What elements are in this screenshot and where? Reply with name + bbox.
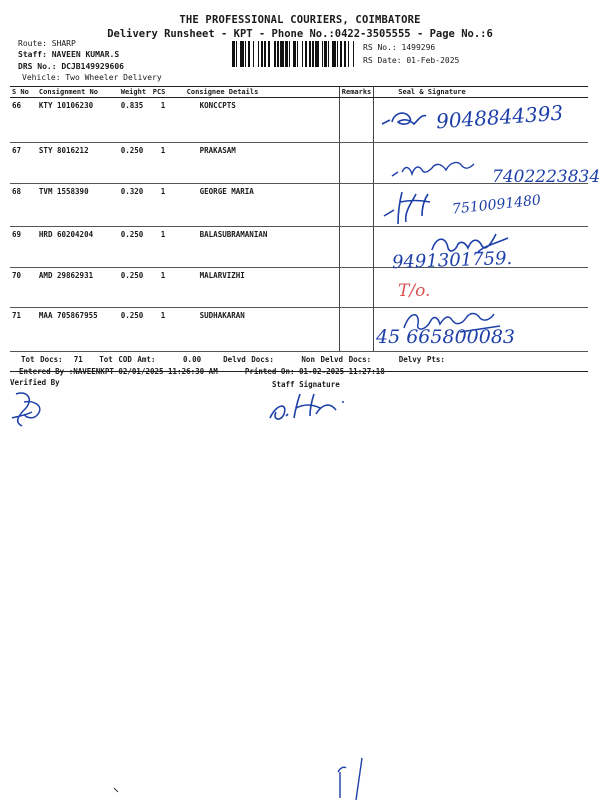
cell-remarks	[339, 184, 374, 227]
cell-consignment: STY 8016212	[37, 143, 119, 184]
cell-consignment: TVM 1558390	[37, 184, 119, 227]
cell-consignment: MAA 705867955	[37, 308, 119, 352]
signature-row-66	[378, 106, 438, 136]
cell-remarks	[339, 268, 374, 308]
cell-consignee: SUDHAKARAN	[185, 308, 340, 352]
rs-date: RS Date: 01-Feb-2025	[363, 56, 460, 65]
drs-label: DRS No.:	[18, 62, 57, 71]
vehicle-label: Vehicle: Two Wheeler Delivery	[22, 73, 162, 82]
cell-consignment: HRD 60204204	[37, 227, 119, 268]
drs-value: DCJB149929606	[61, 62, 124, 71]
cell-sno: 66	[10, 98, 37, 143]
phone-row-66: 9048844393	[435, 100, 564, 134]
staff-line	[18, 50, 119, 59]
phone-row-67: 7402223834	[492, 167, 600, 187]
col-pcs: PCS	[151, 87, 185, 98]
total-cod: Tot COD Amt: 0.00	[99, 355, 202, 364]
footer-divider	[10, 371, 588, 372]
phone-row-69: 9491301759.	[391, 247, 513, 274]
cell-weight: 0.320	[119, 184, 151, 227]
cell-consignment: AMD 29862931	[37, 268, 119, 308]
printed-on: Printed On: 01-02-2025 11:27:18	[244, 367, 385, 376]
cell-sno: 69	[10, 227, 37, 268]
total-docs: Tot Docs: 71	[21, 355, 83, 364]
rs-number: RS No.: 1499296	[363, 43, 436, 52]
cell-sno: 67	[10, 143, 37, 184]
table-row	[10, 268, 588, 308]
cell-consignee: GEORGE MARIA	[185, 184, 340, 227]
cell-pcs: 1	[151, 227, 185, 268]
signature-row-67	[390, 156, 500, 186]
staff-value: NAVEEN KUMAR.S	[51, 50, 120, 59]
delivered-docs: Delvd Docs:	[223, 355, 274, 364]
col-consignee: Consignee Details	[185, 87, 340, 98]
cell-sno: 70	[10, 268, 37, 308]
cell-pcs: 1	[151, 308, 185, 352]
cell-sno: 71	[10, 308, 37, 352]
runsheet-subtitle: Delivery Runsheet - KPT - Phone No.:0422-3505555 - Page No.:6	[107, 28, 493, 40]
cell-consignee: KONCCPTS	[185, 98, 340, 143]
col-weight: Weight	[119, 87, 151, 98]
col-sno: S No	[10, 87, 37, 98]
cell-weight: 0.250	[119, 308, 151, 352]
entered-by: Entered By :NAVEENKPT 02/01/2025 11:26:30 AM	[19, 367, 218, 376]
cell-sno: 68	[10, 184, 37, 227]
cell-consignee: BALASUBRAMANIAN	[185, 227, 340, 268]
cell-pcs: 1	[151, 143, 185, 184]
cell-weight: 0.835	[119, 98, 151, 143]
drs-line	[18, 62, 124, 71]
staff-signature-label: Staff Signature	[272, 380, 340, 389]
cell-weight: 0.250	[119, 227, 151, 268]
verified-by-signature	[10, 388, 50, 432]
cell-consignee: MALARVIZHI	[185, 268, 340, 308]
staff-signature	[266, 388, 366, 428]
company-title: THE PROFESSIONAL COURIERS, COIMBATORE	[179, 14, 421, 26]
verified-by-label: Verified By	[10, 378, 60, 387]
cell-pcs: 1	[151, 98, 185, 143]
col-consignment: Consignment No	[37, 87, 119, 98]
table-header-row	[10, 87, 588, 98]
remark-row-70: T/o.	[398, 281, 431, 301]
stray-dot-mark	[112, 786, 122, 796]
phone-row-71: 45 665800083	[376, 326, 516, 348]
cell-weight: 0.250	[119, 143, 151, 184]
cell-consignee: PRAKASAM	[185, 143, 340, 184]
cell-remarks	[339, 308, 374, 352]
staff-label: Staff:	[18, 50, 47, 59]
phone-row-68: 7510091480	[451, 192, 542, 218]
barcode	[232, 41, 357, 67]
col-seal-signature: Seal & Signature	[374, 87, 588, 98]
cell-remarks	[339, 143, 374, 184]
cell-pcs: 1	[151, 184, 185, 227]
col-remarks: Remarks	[339, 87, 374, 98]
signature-row-68	[378, 186, 458, 230]
delivery-points: Delvy Pts:	[398, 355, 445, 364]
cell-weight: 0.250	[119, 268, 151, 308]
cell-consignment: KTY 10106230	[37, 98, 119, 143]
route-label: Route: SHARP	[18, 39, 76, 48]
entered-line	[10, 358, 385, 376]
cell-pcs: 1	[151, 268, 185, 308]
cell-remarks	[339, 227, 374, 268]
non-delivered-docs: Non Delvd Docs:	[301, 355, 372, 364]
stray-pen-mark	[334, 754, 374, 800]
cell-remarks	[339, 98, 374, 143]
